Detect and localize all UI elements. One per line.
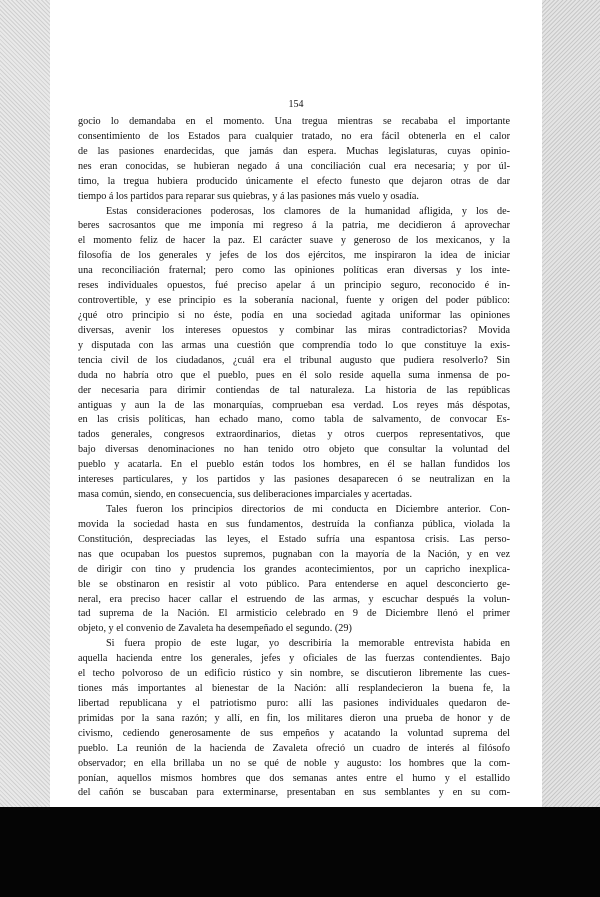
- text-line: duda no habría otro que el pueblo, pues en él solo reside aquella suma inmensa de po-: [78, 369, 510, 381]
- text-line: tencia civil de los ciudadanos, ¿cuál era el tribunal augusto que pudiera resolverlo? Sin: [78, 354, 510, 366]
- text-line: intereses particulares, y los partidos y las pasiones desaparecen ó se neutralizan en la: [78, 474, 510, 486]
- text-line: ble se obstinaron en resistir al voto público. Para entenderse en aquel desconcierto ge-: [78, 578, 510, 590]
- scan-margin-left: [0, 0, 50, 897]
- text-line: aquella hacienda entre los generales, jefes y oficiales de las fuerzas contendientes. Bajo: [78, 653, 510, 665]
- book-page: [50, 0, 542, 807]
- text-line: neral, era preciso hacer callar el estruendo de las armas, y escuchar después la volun-: [78, 593, 510, 605]
- text-line: civismo, cediendo generosamente de sus empeños y acatando la voluntad suprema del: [78, 727, 510, 739]
- text-line: tad suprema de la Nación. El armisticio celebrado en 9 de Diciembre llenó el primer: [78, 608, 510, 620]
- text-line: ¿qué otro principio si no éste, podía en una sociedad agitada uniformar las opiniones: [78, 309, 510, 321]
- text-line: Constitución, despreciadas las leyes, el Estado sufría una espantosa crisis. Las perso-: [78, 533, 510, 545]
- text-line: tiones más importantes al bienestar de la Nación: allí resplandecieron la buena fe, la: [78, 683, 510, 695]
- text-line: primidas por la sana razón; y allí, en fin, los militares dieron una prueba de honor y de: [78, 712, 510, 724]
- text-line: nes eran conocidas, se hubieran negado á una conciliación cual era necesaria; y por úl-: [78, 160, 510, 172]
- text-line: pueblo. La reunión de la hacienda de Zavaleta ofreció un cuadro de interés al filósofo: [78, 742, 510, 754]
- text-line: tados generales, congresos extraordinarios, dietas y otros cuerpos representativos, que: [78, 429, 510, 441]
- text-line: pueblo y acatarla. En el pueblo están todos los hombres, en él se hallan fundidos los: [78, 459, 510, 471]
- text-line: Si fuera propio de este lugar, yo describiría la memorable entrevista habida en: [106, 638, 510, 650]
- text-line: de las pasiones enardecidas, que jamás dan espera. Muchas legislaturas, cuyas opinio-: [78, 145, 510, 157]
- text-line: una reconciliación fraternal; pero como las opiniones políticas eran diversas y los inte-: [78, 265, 510, 277]
- body-text: [78, 115, 510, 801]
- text-line: movida la sociedad hasta en sus fundamentos, destruída la confianza pública, violada la: [78, 518, 510, 530]
- text-line: de dirigir con tino y prudencia los grandes acontecimientos, por un capricho inexplica-: [78, 563, 510, 575]
- text-line: nas que ocupaban los puestos supremos, pugnaban con la mayoría de la Nación, y en vez: [78, 548, 510, 560]
- page-number: 154: [288, 99, 304, 110]
- text-line: controvertible, y ese principio es la soberanía nacional, fuente y origen del poder público:: [78, 295, 510, 307]
- text-line: y disputada con las armas una cuestión que comprendía todo lo que constituye la exis-: [78, 339, 510, 351]
- text-line: el momento feliz de hacer la paz. El carácter suave y generoso de los mexicanos, y la: [78, 235, 510, 247]
- text-line: Tales fueron los principios directorios de mi conducta en Diciembre anterior. Con-: [106, 503, 510, 515]
- text-line: antiguas y aun la de las monarquías, comprueban esa verdad. Los reyes más déspotas,: [78, 399, 510, 411]
- text-line: objeto, y el convenio de Zavaleta ha desempeñado el segundo. (29): [78, 623, 352, 635]
- text-line: diversas, avenir los intereses opuestos y combinar las miras contradictorias? Movida: [78, 324, 510, 336]
- text-line: timo, la tregua hubiera producido únicamente el efecto funesto que dejaron otras de dar: [78, 175, 510, 187]
- scan-margin-bottom: [0, 807, 600, 897]
- text-line: ponían, aquellos mismos hombres que dos semanas antes entre el humo y el estallido: [78, 772, 510, 784]
- scan-margin-right: [542, 0, 600, 897]
- text-line: bajo diversas denominaciones no han tenido otro objeto que consultar la voluntad del: [78, 444, 510, 456]
- text-line: reses individuales opuestos, fué preciso apelar á un principio seguro, reconocido é in-: [78, 280, 510, 292]
- text-line: masa común, siendo, en consecuencia, sus deliberaciones imparciales y acertadas.: [78, 489, 413, 501]
- text-line: del cañón se buscaban para exterminarse, presentaban en sus semblantes y en su com-: [78, 787, 510, 799]
- text-line: der necesaria para dirimir contiendas de tal naturaleza. La historia de las repúblicas: [78, 384, 510, 396]
- text-line: Estas consideraciones poderosas, los clamores de la humanidad afligida, y los de-: [106, 205, 510, 217]
- text-line: en las crisis políticas, han echado mano, como tabla de salvamento, de convocar Es-: [78, 414, 510, 426]
- text-line: filosofía de los generales y jefes de los dos ejércitos, me inspiraron la idea de iniciar: [78, 250, 510, 262]
- text-line: beres sacrosantos que me imponía mi regreso á la patria, me decidieron á aprovechar: [78, 220, 510, 232]
- text-line: tiempo á los partidos para reparar sus quiebras, y á las pasiones más vuelo y osadía.: [78, 190, 419, 202]
- text-line: observador; en ella brillaba un no se qué de noble y augusto: los hombres que la com-: [78, 757, 510, 769]
- text-line: el techo polvoroso de un edificio rústico y sin nombre, se discutieron libremente las cues-: [78, 668, 510, 680]
- text-line: consentimiento de los Estados para cualquier tratado, no era fácil obtenerla en el calor: [78, 130, 510, 142]
- text-line: libertad republicana y el patriotismo puro: allí las pasiones individuales quedaron de-: [78, 697, 510, 709]
- text-line: gocio lo demandaba en el momento. Una tregua mientras se recababa el importante: [78, 116, 510, 127]
